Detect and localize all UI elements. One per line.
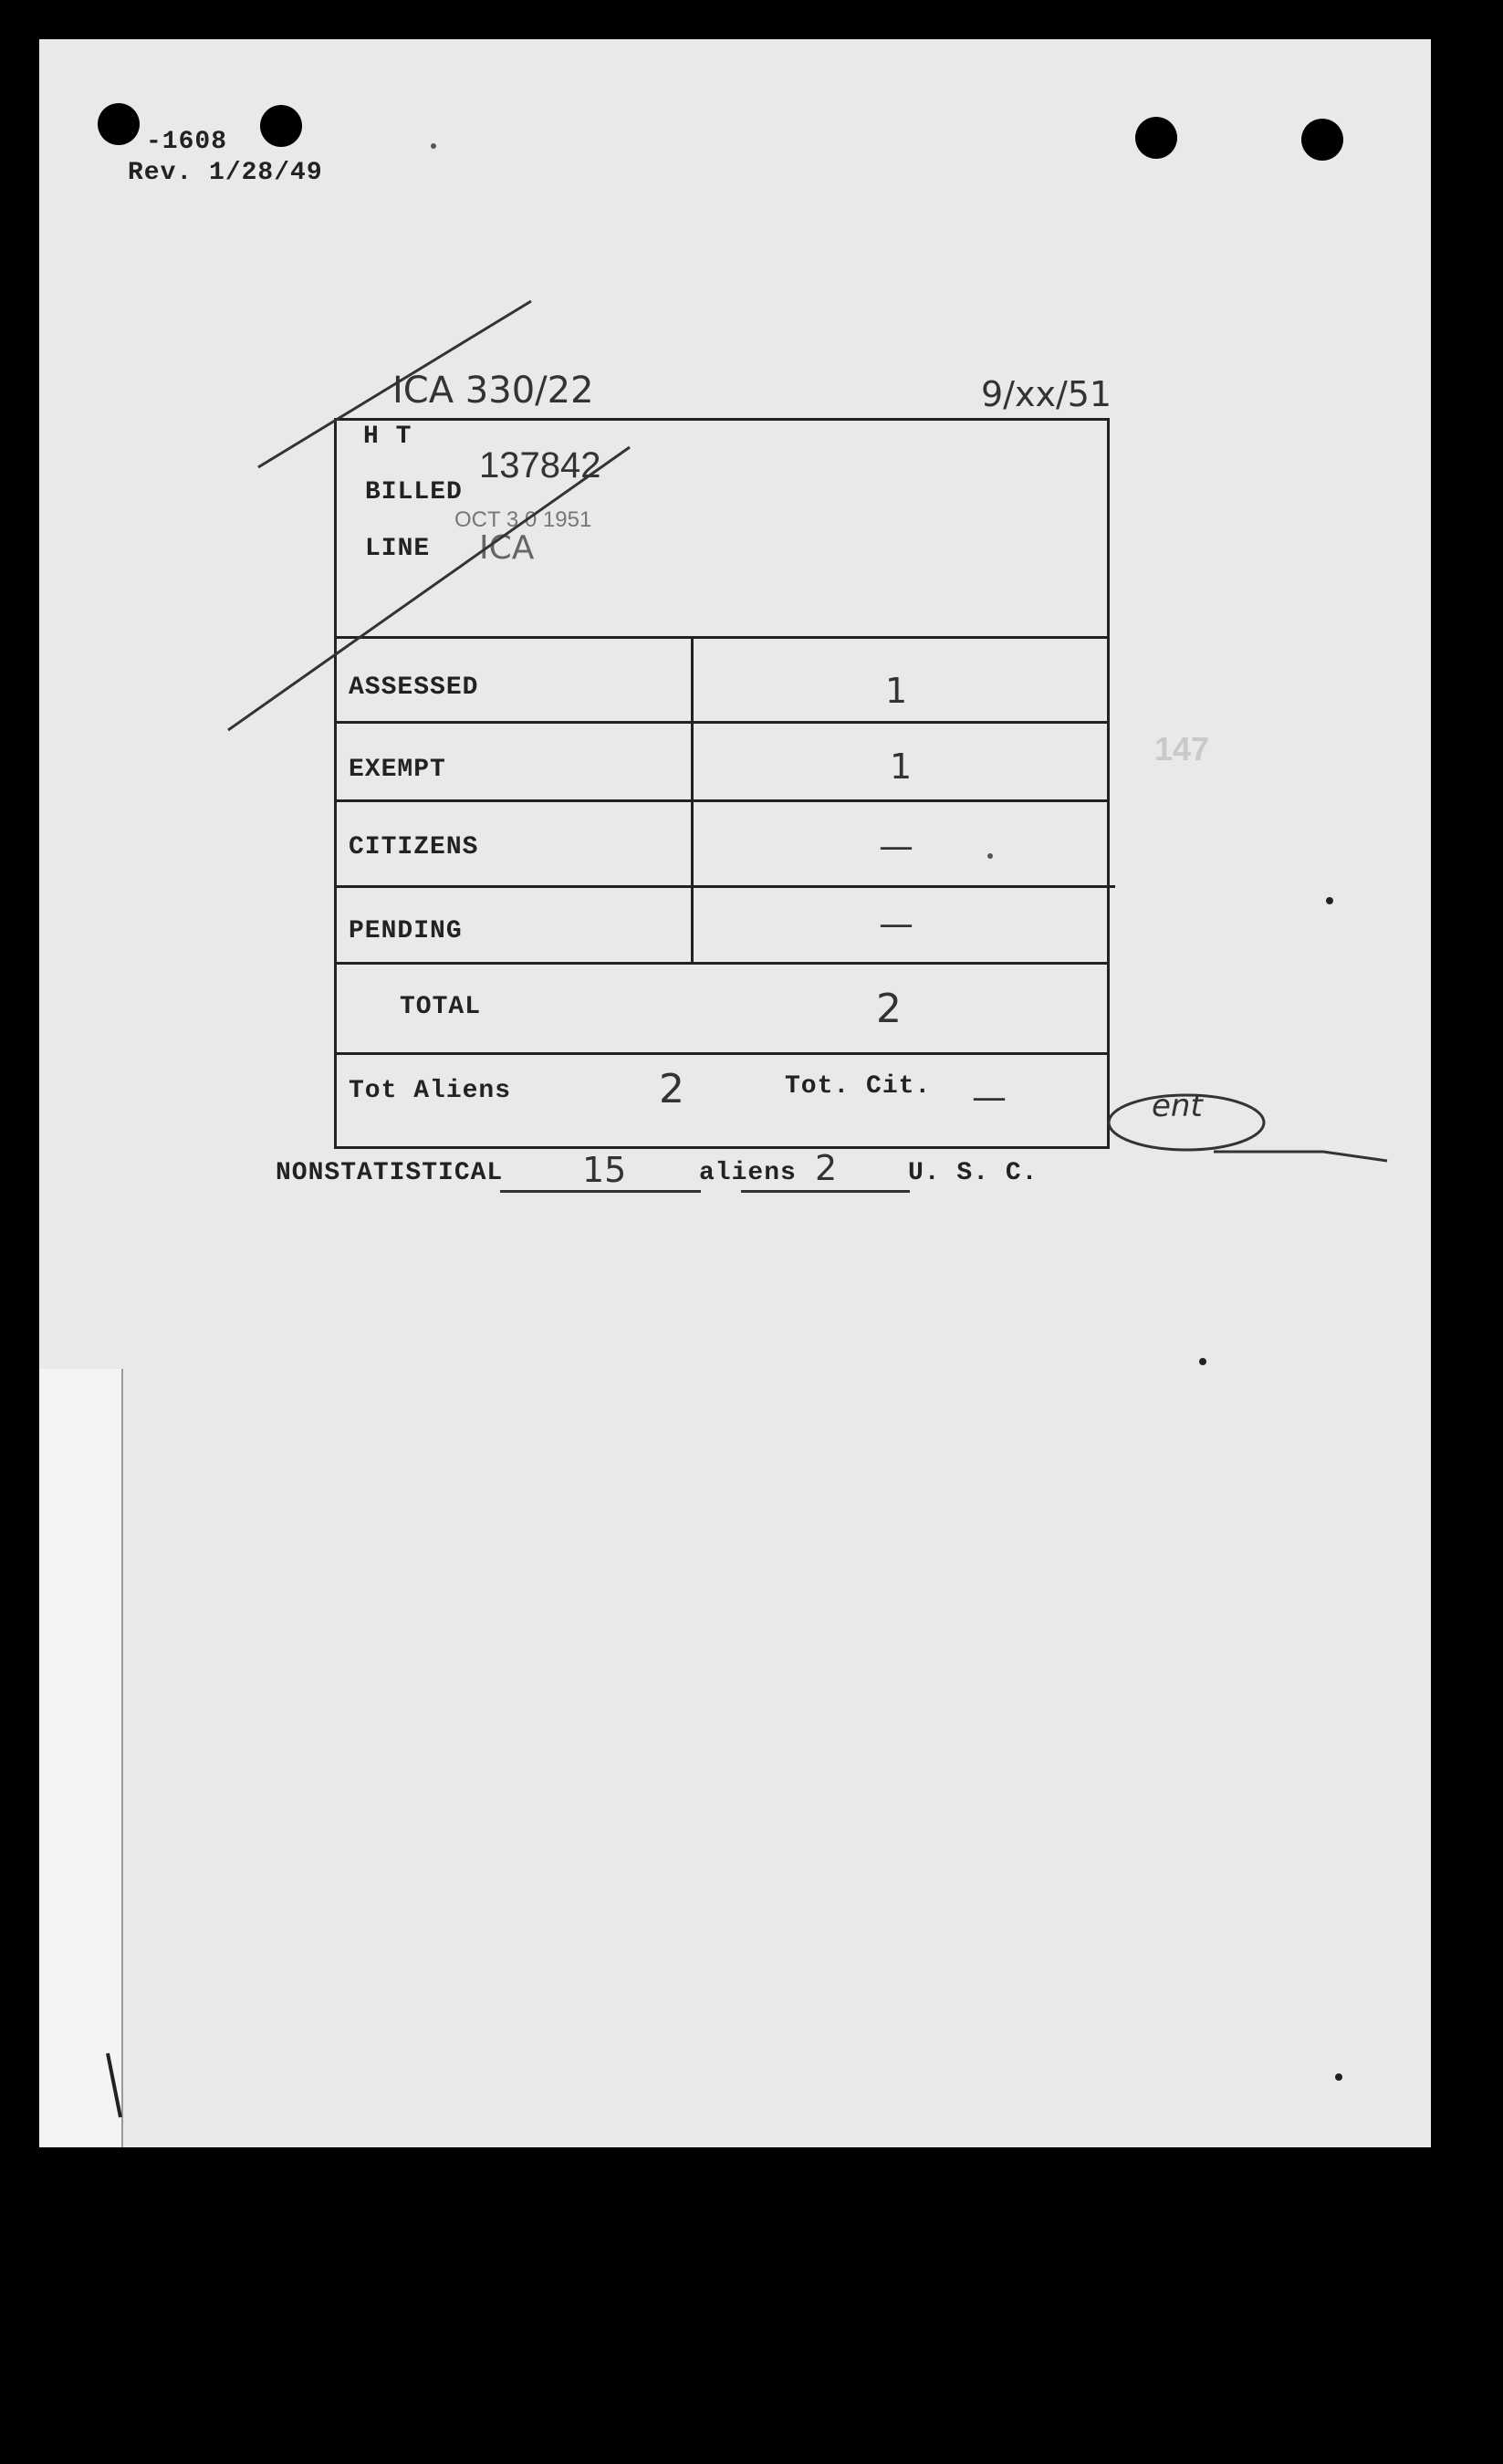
ink-dot [987,853,993,859]
row-value-exempt: 1 [890,747,913,787]
row-label-exempt: EXEMPT [349,756,446,784]
billed-number-stamp: 137842 [479,445,601,485]
billed-label: BILLED [365,478,463,506]
aliens-value: 2 [815,1148,838,1188]
row-value-pending: — [879,903,913,944]
ink-dot [1326,897,1333,904]
total-value: 2 [876,986,902,1032]
nonstat-label: NONSTATISTICAL [276,1159,504,1187]
handwritten-date: 9/xx/51 [981,374,1112,414]
ht-label: H T [363,423,412,451]
row-label-assessed: ASSESSED [349,673,479,702]
initials-loop [1109,1095,1264,1150]
aliens-label: aliens [699,1159,797,1187]
initials-tail [1214,1152,1387,1161]
tot-aliens-value: 2 [659,1066,684,1112]
stray-mark [108,2053,120,2117]
ink-dot [431,143,436,149]
line-value: ICA [479,529,535,567]
row-value-citizens: — [879,826,913,866]
line-label: LINE [365,535,431,563]
diagonal-strike [228,447,630,730]
usc-label: U. S. C. [908,1159,1039,1187]
row-label-pending: PENDING [349,917,463,945]
date-stamp: OCT 3 0 1951 [454,507,592,532]
diagonal-strike [258,301,531,467]
form-revision: Rev. 1/28/49 [128,159,323,187]
initials: ent [1152,1088,1203,1124]
tot-aliens-label: Tot Aliens [349,1077,512,1105]
tot-cit-value: — [972,1077,1007,1117]
tot-cit-label: Tot. Cit. [785,1072,932,1101]
ink-dot [1199,1358,1206,1365]
row-label-citizens: CITIZENS [349,833,479,861]
handwritten-reference: ICA 330/22 [392,370,594,412]
ink-dot [1335,2073,1342,2081]
row-value-assessed: 1 [885,671,908,711]
margin-number: 147 [1154,730,1210,767]
total-label: TOTAL [400,993,482,1021]
form-number: -1608 [146,128,228,156]
nonstat-value: 15 [582,1150,627,1190]
